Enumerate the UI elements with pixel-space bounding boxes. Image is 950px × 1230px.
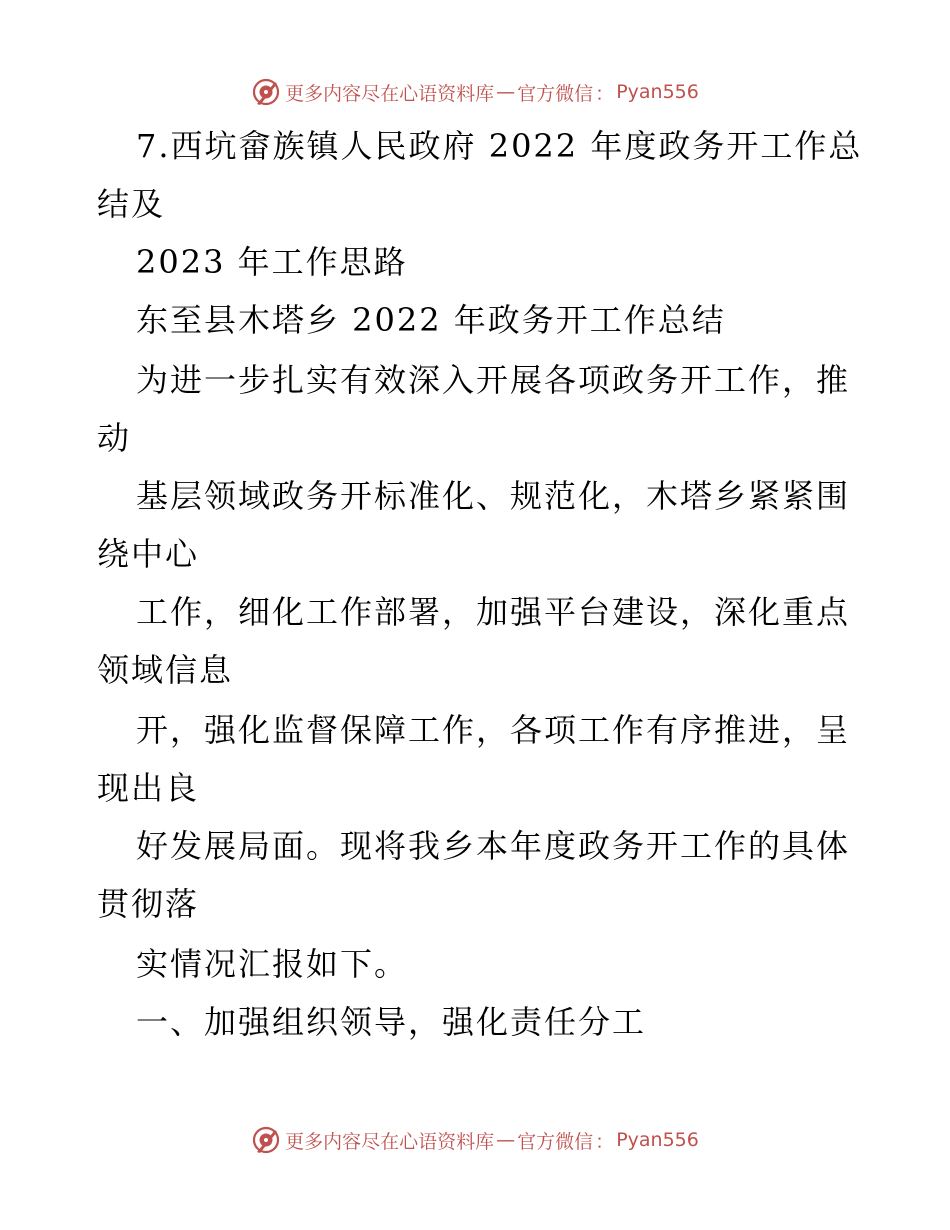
watermark-account: Pyan556 <box>616 81 699 103</box>
watermark-dash: — <box>496 81 516 103</box>
text-line: 领域信息 <box>97 651 234 689</box>
footer-watermark <box>0 1120 950 1160</box>
quill-pen-logo-icon <box>251 1125 281 1155</box>
header-watermark <box>0 72 950 112</box>
watermark-official-text: 官方微信 <box>517 82 594 105</box>
watermark-site-text: 更多内容尽在心语资料库 <box>285 82 495 105</box>
text-line: 好发展局面。现将我乡本年度政务开工作的具体 <box>136 827 851 865</box>
text-line: 东至县木塔乡 2022 年政务开工作总结 <box>136 301 726 339</box>
text-line: 7.西坑畲族镇人民政府 2022 年度政务开工作总 <box>136 127 863 165</box>
watermark-colon: ： <box>595 82 615 105</box>
text-line: 2023 年工作思路 <box>136 243 408 281</box>
text-line: 贯彻落 <box>97 885 200 923</box>
watermark-official-text: 官方微信 <box>517 1130 594 1153</box>
text-line: 动 <box>97 419 132 457</box>
text-line: 现出良 <box>97 769 200 807</box>
text-line: 实情况汇报如下。 <box>136 945 409 983</box>
text-line: 基层领域政务开标准化、规范化，木塔乡紧紧围 <box>136 477 851 515</box>
text-line: 为进一步扎实有效深入开展各项政务开工作，推 <box>136 361 851 399</box>
text-line: 结及 <box>97 185 166 223</box>
watermark-account: Pyan556 <box>616 1129 699 1151</box>
text-line: 工作，细化工作部署，加强平台建设，深化重点 <box>136 593 851 631</box>
watermark-site-text: 更多内容尽在心语资料库 <box>285 1130 495 1153</box>
text-line: 绕中心 <box>97 535 200 573</box>
watermark-dash: — <box>496 1129 516 1151</box>
section-heading: 一、加强组织领导，强化责任分工 <box>136 1003 647 1041</box>
text-line: 开，强化监督保障工作，各项工作有序推进，呈 <box>136 711 851 749</box>
watermark-colon: ： <box>595 1130 615 1153</box>
quill-pen-logo-icon <box>251 77 281 107</box>
